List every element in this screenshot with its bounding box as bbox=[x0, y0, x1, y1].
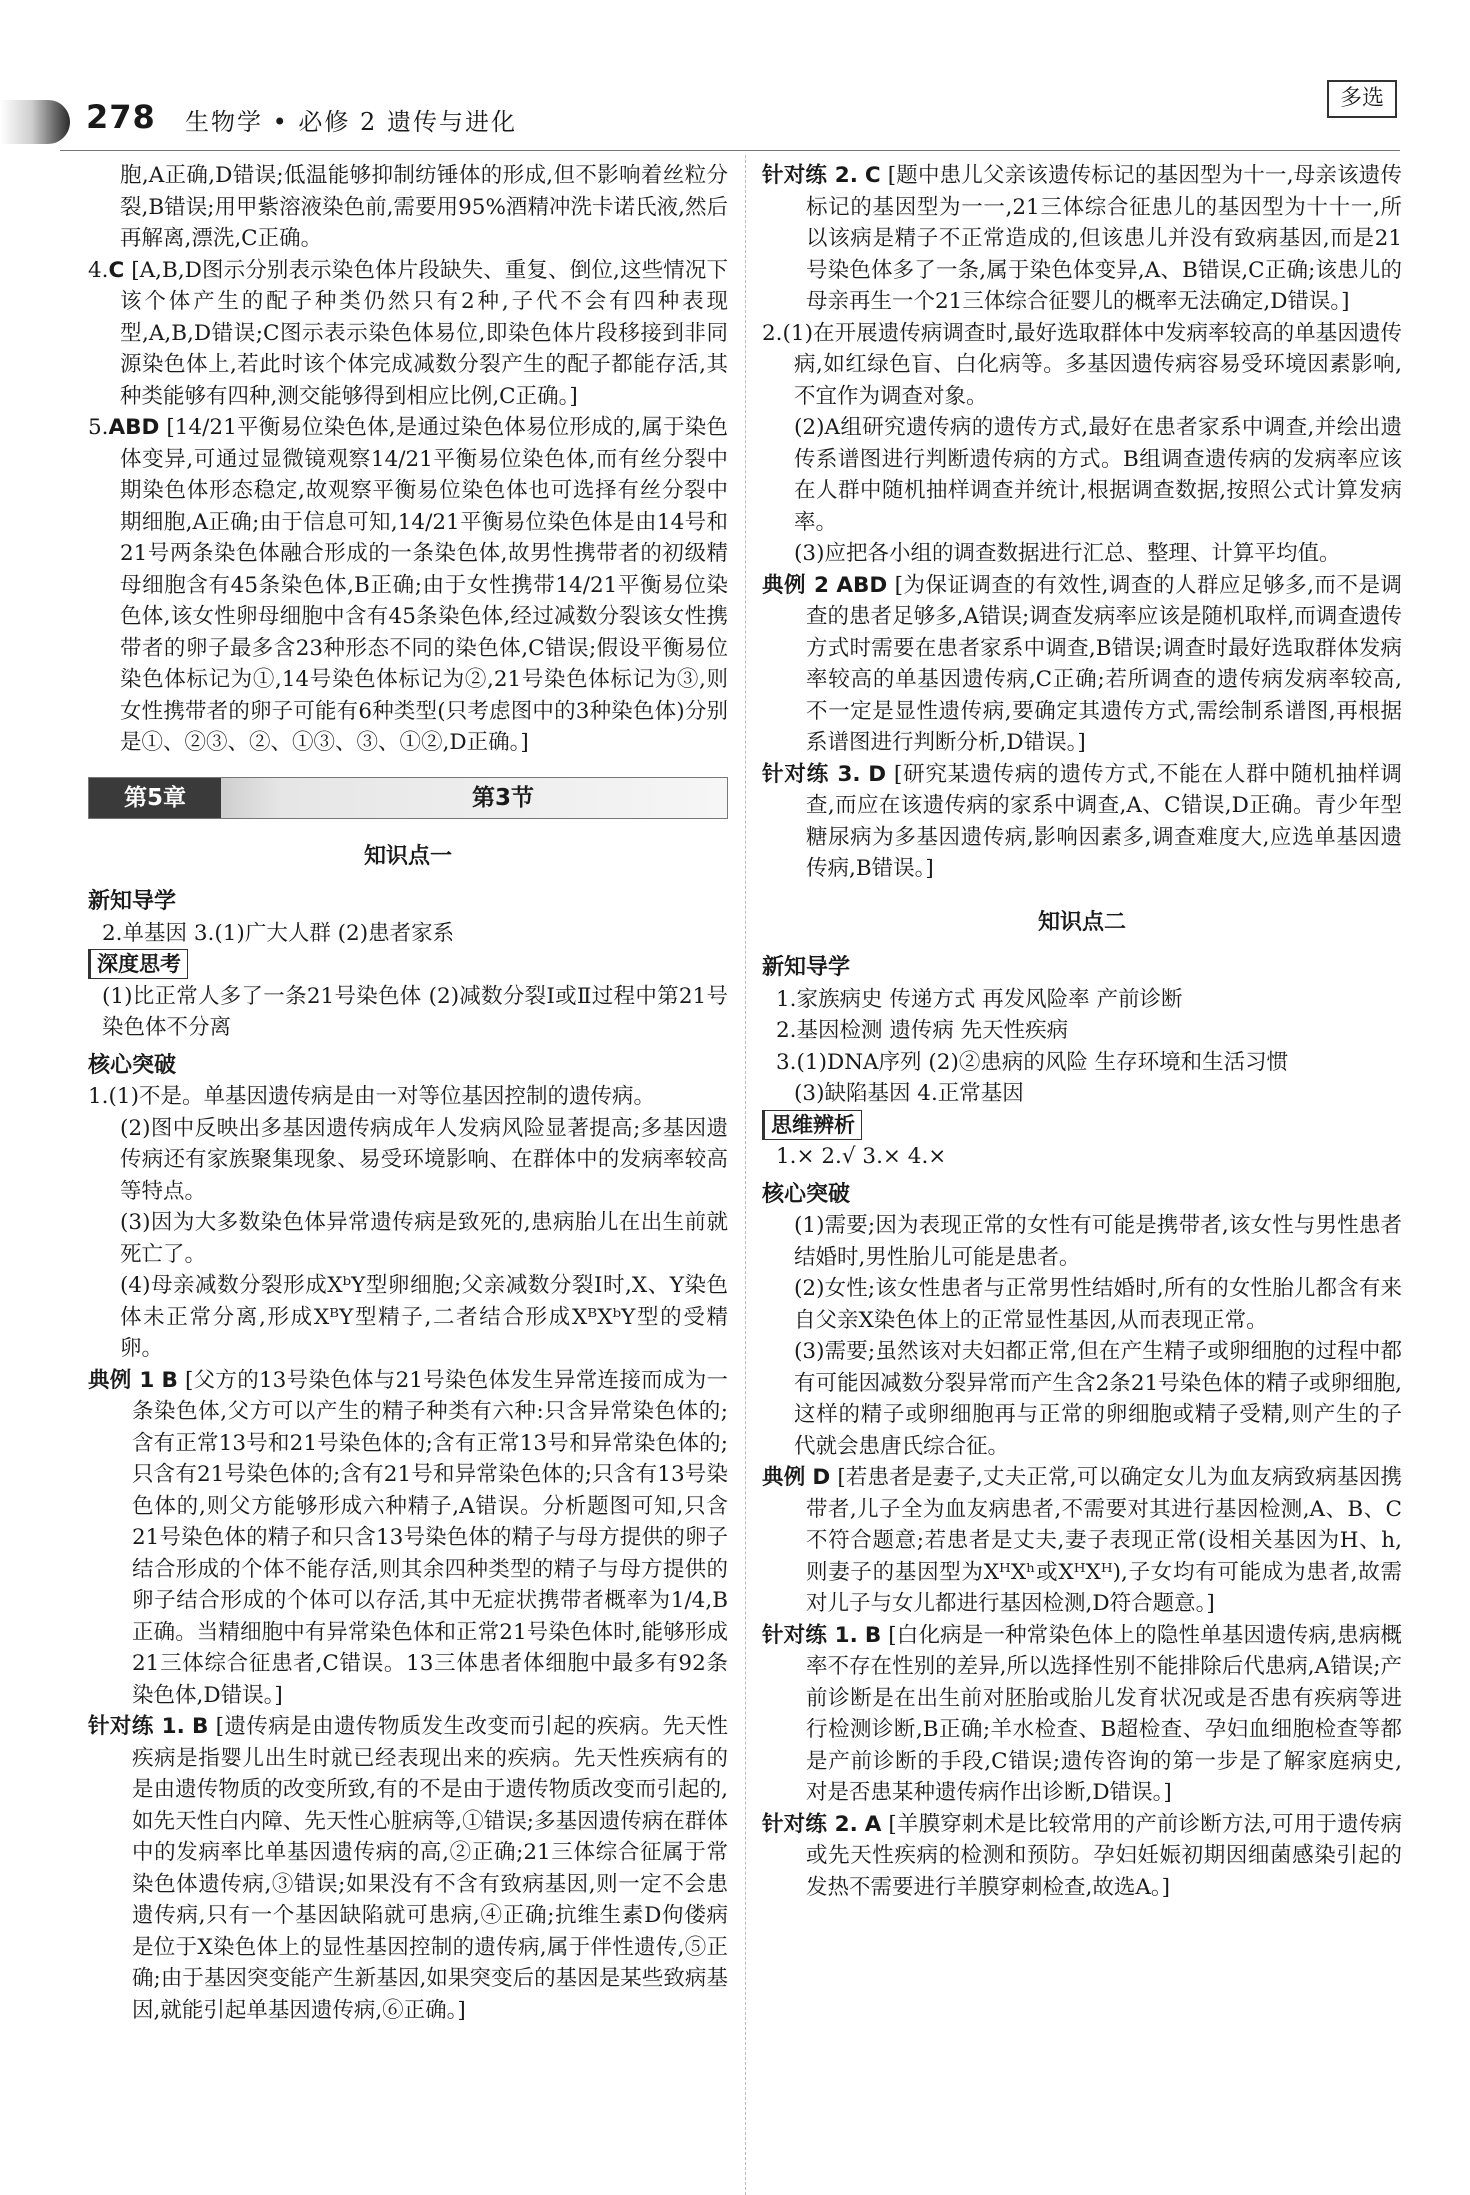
header-divider bbox=[60, 150, 1400, 151]
core-answer-1: (1)需要;因为表现正常的女性有可能是携带者,该女性与男性患者结婚时,男性胎儿可能是患者。 bbox=[794, 1213, 1402, 1270]
new-knowledge-line-1: 1.家族病史 传递方式 再发风险率 产前诊断 bbox=[776, 986, 1183, 1012]
example-label: 典例 2 bbox=[762, 572, 829, 598]
answer-key: C bbox=[108, 257, 125, 283]
page-number: 278 bbox=[86, 98, 156, 136]
practice-label: 针对练 1. bbox=[762, 1622, 858, 1648]
answer-key: D bbox=[812, 1465, 831, 1490]
deep-thinking-box-wrap bbox=[88, 949, 728, 981]
core-answer-2: (2)女性;该女性患者与正常男性结婚时,所有的女性胎儿都含有来自父亲X染色体上的正常显性基因,从而表现正常。 bbox=[794, 1276, 1402, 1333]
core-answer-2: (2)图中反映出多基因遗传病成年人发病风险显著提高;多基因遗传病还有家族聚集现象、易受环境影响、在群体中的发病率较高等特点。 bbox=[120, 1115, 728, 1204]
answer-key: B bbox=[864, 1622, 882, 1648]
judgement-box: 思维辨析 bbox=[762, 1110, 862, 1140]
subheading-new-knowledge: 新知导学 bbox=[88, 889, 177, 914]
example-label: 典例 1 bbox=[88, 1367, 155, 1393]
left-column bbox=[88, 160, 728, 2026]
example-explanation: [为保证调查的有效性,调查的人群应足够多,而不是调查的患者足够多,A错误;调查发病率应该是随机取样,而调查遗传方式时需要在患者家系中调查,B错误;调查时最好选取群体发病率较高的单基因遗传病,C正确;若所调查的遗传病发病率较高,不一定是显性遗传病,要确定其遗传方式,需绘制系谱图,再根据系谱图进行判断分析,D错误。] bbox=[806, 572, 1403, 755]
judgement-answers: 1.× 2.√ 3.× 4.× bbox=[776, 1144, 947, 1169]
example-explanation: [若患者是妻子,丈夫正常,可以确定女儿为血友病致病基因携带者,儿子全为血友病患者,不需要对其进行基因检测,A、B、C不符合题意;若患者是丈夫,妻子表现正常(设相关基因为H、h,则妻子的基因型为XᴴXʰ或XᴴXᴴ),子女均有可能成为患者,故需对儿子与女儿都进行基因检测,D符合题意。] bbox=[806, 1465, 1402, 1616]
answer-key: ABD bbox=[108, 415, 160, 440]
book-title: 生物学 • 必修 2 遗传与进化 bbox=[185, 108, 517, 136]
practice-4 bbox=[762, 1620, 1402, 1809]
new-knowledge-line-3: 3.(1)DNA序列 (2)②患病的风险 生存环境和生活习惯 bbox=[776, 1049, 1289, 1075]
core-answer-4: (4)母亲减数分裂形成XᵇY型卵细胞;父亲减数分裂Ⅰ时,X、Y染色体未正常分离,形成XᴮY型精子,二者结合形成XᴮXᵇY型的受精卵。 bbox=[120, 1273, 728, 1361]
answer-key: D bbox=[868, 761, 887, 787]
practice-5 bbox=[762, 1809, 1402, 1904]
multi-select-tag: 多选 bbox=[1327, 80, 1397, 118]
practice-label: 针对练 2. bbox=[762, 163, 858, 188]
chapter-label: 第5章 bbox=[89, 778, 221, 818]
answer-key: B bbox=[192, 1714, 209, 1739]
example-1 bbox=[88, 1365, 728, 1712]
answer-key: B bbox=[161, 1367, 178, 1393]
answer-number: 4. bbox=[88, 257, 109, 283]
practice-label: 针对练 1. bbox=[88, 1714, 185, 1739]
practice-1 bbox=[88, 1711, 728, 2026]
deep-thinking-box: 深度思考 bbox=[88, 949, 188, 979]
practice-explanation: [遗传病是由遗传物质发生改变而引起的疾病。先天性疾病是指婴儿出生时就已经表现出来的疾病。先天性疾病有的是由遗传物质的改变所致,有的不是由于遗传物质改变而引起的,如先天性白内障、先天性心脏病等,①错误;多基因遗传病在群体中的发病率比单基因遗传病的高,②正确;21三体综合征属于常染色体遗传病,③错误;如果没有不含有致病基因,则一定不会患遗传病,只有一个基因缺陷就可患病,④正确;抗维生素D佝偻病是位于X染色体上的显性基因控制的遗传病,属于伴性遗传,⑤正确;由于基因突变能产生新基因,如果突变后的基因是某些致病基因,就能引起单基因遗传病,⑥正确。] bbox=[132, 1714, 728, 2023]
example-explanation: [父方的13号染色体与21号染色体发生异常连接而成为一条染色体,父方可以产生的精子种类有六种:只含异常染色体的;含有正常13号和21号染色体的;含有正常13号和异常染色体的;只含有21号染色体的;含有21号和异常染色体的;只含有13号染色体的,则父方能够形成六种精子,A错误。分析题图可知,只含21号染色体的精子和只含13号染色体的精子与母方提供的卵子结合形成的个体不能存活,则其余四种类型的精子与母方提供的卵子结合形成的个体可以存活,其中无症状携带者概率为1/4,B正确。当精细胞中有异常染色体和正常21号染色体时,能够形成21三体综合征患者,C错误。13三体患者体细胞中最多有92条染色体,D错误。] bbox=[132, 1367, 728, 1708]
core-answer-3: (3)需要;虽然该对夫妇都正常,但在产生精子或卵细胞的过程中都有可能因减数分裂异常而产生含2条21号染色体的精子或卵细胞,这样的精子或卵细胞再与正常的卵细胞或精子受精,则产生的子代就会患唐氏综合征。 bbox=[794, 1339, 1402, 1459]
practice-explanation: [研究某遗传病的遗传方式,不能在人群中随机抽样调查,而应在该遗传病的家系中调查,A、C错误,D正确。青少年型糖尿病为多基因遗传病,影响因素多,调查难度大,应选单基因遗传病,B错误。] bbox=[806, 761, 1402, 881]
practice-3 bbox=[762, 759, 1402, 885]
new-knowledge-line-4: (3)缺陷基因 4.正常基因 bbox=[794, 1081, 1024, 1106]
answer-5 bbox=[88, 412, 728, 759]
section-banner bbox=[88, 777, 728, 819]
right-column bbox=[762, 160, 1402, 1903]
answer-key: A bbox=[864, 1811, 882, 1837]
judgement-box-wrap bbox=[762, 1110, 1402, 1142]
answer-key: ABD bbox=[836, 572, 888, 598]
deep-thinking-answers: (1)比正常人多了一条21号染色体 (2)减数分裂Ⅰ或Ⅱ过程中第21号染色体不分离 bbox=[102, 983, 728, 1040]
knowledge-point-heading: 知识点二 bbox=[1037, 909, 1126, 935]
core-2-part-1: 2.(1)在开展遗传病调查时,最好选取群体中发病率较高的单基因遗传病,如红绿色盲、白化病等。多基因遗传病容易受环境因素影响,不宜作为调查对象。 bbox=[762, 320, 1402, 409]
answer-explanation: [14/21平衡易位染色体,是通过染色体易位形成的,属于染色体变异,可通过显微镜观察14/21平衡易位染色体,而有丝分裂中期染色体形态稳定,故观察平衡易位染色体也可选择有丝分裂中期细胞,A正确;由于信息可知,14/21平衡易位染色体是由14号和21号两条染色体融合形成的一条染色体,故男性携带者的初级精母细胞含有45条染色体,B正确;由于女性携带14/21平衡易位染色体,该女性卵母细胞中含有45条染色体,经过减数分裂该女性携带者的卵子最多含23种形态不同的染色体,C错误;假设平衡易位染色体标记为①,14号染色体标记为②,21号染色体标记为③,则女性携带者的卵子可能有6种类型(只考虑图中的3种染色体)分别是①、②③、②、①③、③、①②,D正确。] bbox=[120, 415, 728, 755]
answer-explanation: [A,B,D图示分别表示染色体片段缺失、重复、倒位,这些情况下该个体产生的配子种类仍然只有2种,子代不会有四种表现型,A,B,D错误;C图示表示染色体易位,即染色体片段移接到非同源染色体上,若此时该个体完成减数分裂产生的配子都能存活,其种类能够有四种,测交能够得到相应比例,C正确。] bbox=[120, 257, 728, 409]
continued-answer: 胞,A正确,D错误;低温能够抑制纺锤体的形成,但不影响着丝粒分裂,B错误;用甲紫溶液染色前,需要用95%酒精冲洗卡诺氏液,然后再解离,漂洗,C正确。 bbox=[120, 163, 728, 251]
answer-4 bbox=[88, 255, 728, 413]
subheading-new-knowledge: 新知导学 bbox=[762, 955, 851, 980]
column-divider bbox=[745, 155, 746, 2195]
subheading-core-breakthrough: 核心突破 bbox=[762, 1181, 851, 1207]
practice-label: 针对练 2. bbox=[762, 1811, 858, 1837]
core-2-part-2: (2)A组研究遗传病的遗传方式,最好在患者家系中调查,并绘出遗传系谱图进行判断遗传病的方式。B组调查遗传病的发病率应该在人群中随机抽样调查并统计,根据调查数据,按照公式计算发病率。 bbox=[794, 415, 1402, 535]
practice-explanation: [白化病是一种常染色体上的隐性单基因遗传病,患病概率不存在性别的差异,所以选择性别不能排除后代患病,A错误;产前诊断是在出生前对胚胎或胎儿发育状况或是否患有疾病等进行检测诊断,B正确;羊水检查、B超检查、孕妇血细胞检查等都是产前诊断的手段,C错误;遗传咨询的第一步是了解家庭病史,对是否患某种遗传病作出诊断,D错误。] bbox=[806, 1622, 1402, 1805]
subheading-core-breakthrough: 核心突破 bbox=[88, 1052, 177, 1078]
example-label: 典例 bbox=[762, 1465, 806, 1490]
answer-key: C bbox=[864, 163, 881, 188]
example-2 bbox=[762, 570, 1402, 759]
practice-2 bbox=[762, 160, 1402, 318]
header-tab-decoration bbox=[0, 100, 70, 144]
core-answer-1: 1.(1)不是。单基因遗传病是由一对等位基因控制的遗传病。 bbox=[88, 1084, 655, 1109]
new-knowledge-line-2: 2.基因检测 遗传病 先天性疾病 bbox=[776, 1018, 1069, 1043]
practice-label: 针对练 3. bbox=[762, 761, 861, 787]
practice-explanation: [羊膜穿刺术是比较常用的产前诊断方法,可用于遗传病或先天性疾病的检测和预防。孕妇妊娠初期因细菌感染引起的发热不需要进行羊膜穿刺检查,故选A。] bbox=[806, 1811, 1402, 1900]
core-answer-3: (3)因为大多数染色体异常遗传病是致死的,患病胎儿在出生前就死亡了。 bbox=[120, 1210, 728, 1267]
core-2-part-3: (3)应把各小组的调查数据进行汇总、整理、计算平均值。 bbox=[794, 541, 1341, 566]
example-3 bbox=[762, 1462, 1402, 1620]
section-label: 第3节 bbox=[471, 784, 534, 811]
knowledge-point-heading: 知识点一 bbox=[363, 843, 452, 869]
new-knowledge-answers: 2.单基因 3.(1)广大人群 (2)患者家系 bbox=[102, 920, 455, 946]
practice-explanation: [题中患儿父亲该遗传标记的基因型为十一,母亲该遗传标记的基因型为一一,21三体综合征患儿的基因型为十十一,所以该病是精子不正常造成的,但该患儿并没有致病基因,而是21号染色体多了一条,属于染色体变异,A、B错误,C正确;该患儿的母亲再生一个21三体综合征婴儿的概率无法确定,D错误。] bbox=[806, 163, 1402, 314]
answer-number: 5. bbox=[88, 415, 109, 440]
